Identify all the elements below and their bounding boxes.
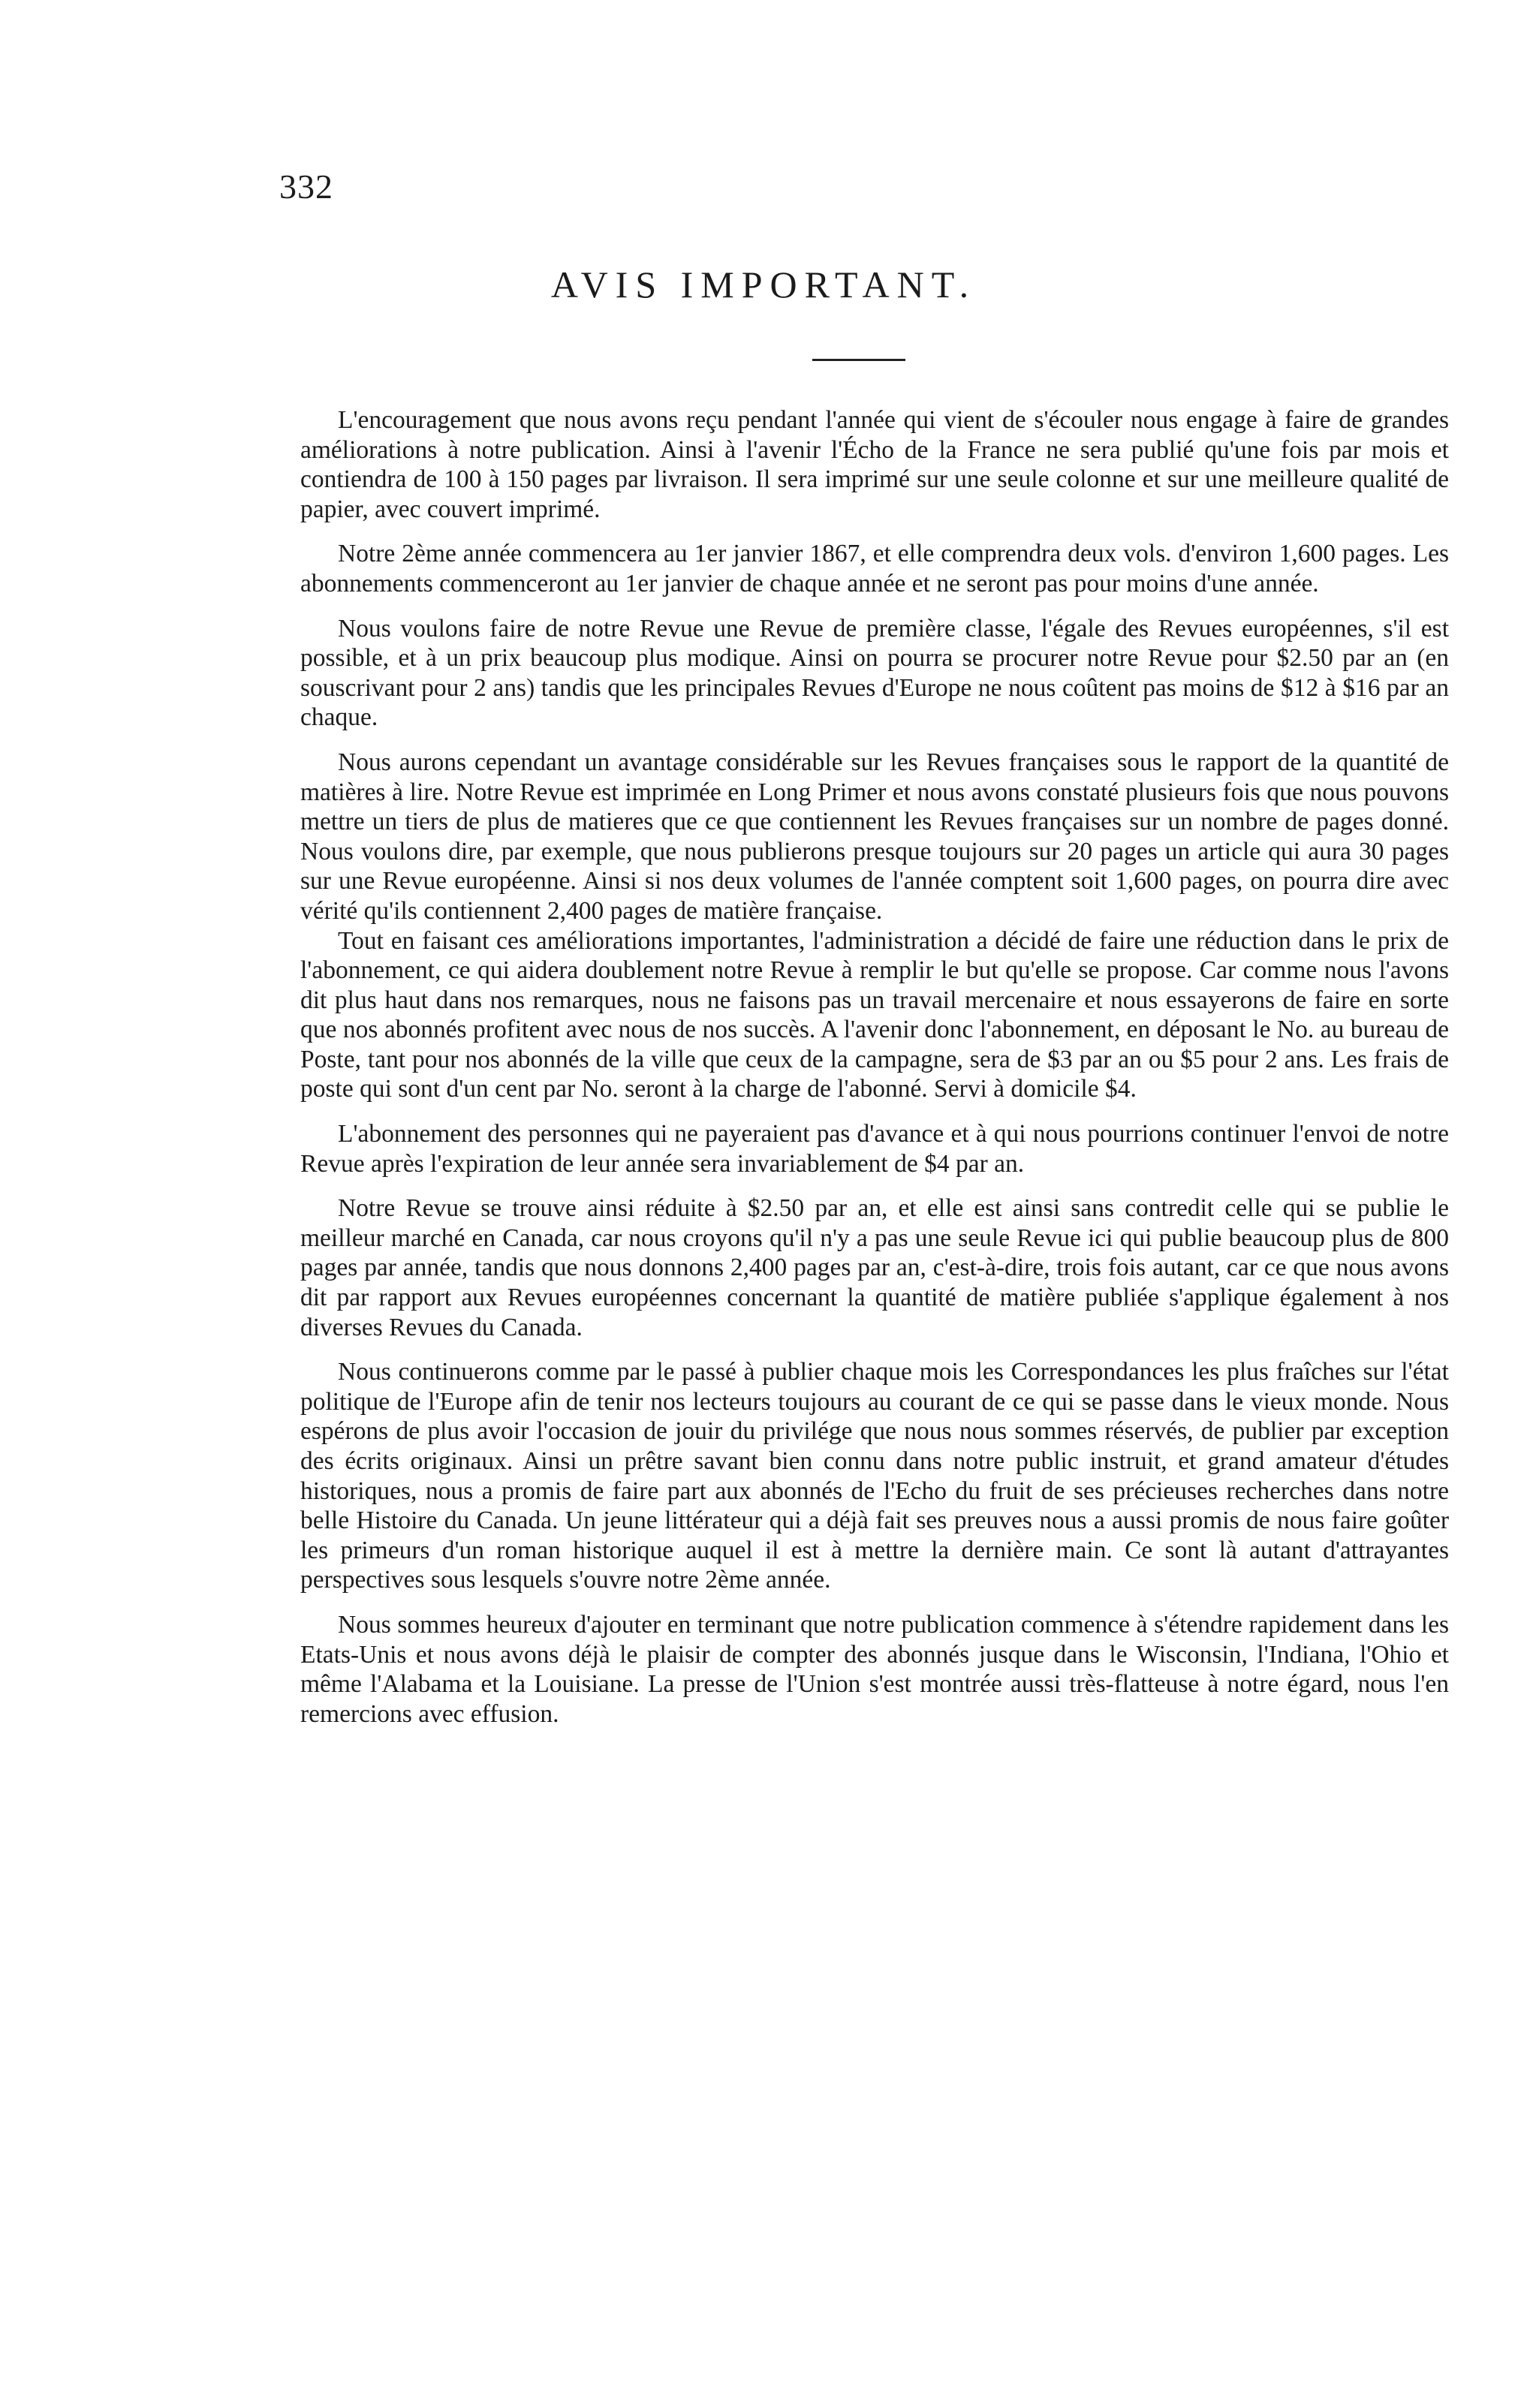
paragraph-correspondences: Nous continuerons comme par le passé à publier chaque mois les Correspondances les plus fraîches sur l'état politique de l'Europe afin de tenir nos lecteurs toujours au courant de ce qui se passe dans le vieux monde. Nous espérons de plus avoir l'occasion de jouir du privilége que nous nous sommes réservés, de publier par exception des écrits originaux. Ainsi un prêtre savant bien connu dans notre public instruit, et grand amateur d'études historiques, nous a promis de faire part aux abonnés de l'Echo du fruit de ses précieuses recherches dans notre belle Histoire du Canada. Un jeune littérateur qui a déjà fait ses preuves nous a aussi promis de nous faire goûter les primeurs d'un roman historique auquel il est à mettre la dernière main. Ce sont là autant d'attrayantes perspectives sous lesquels s'ouvre notre 2ème année. (300, 1358, 1449, 1594)
page-number: 332 (279, 167, 333, 206)
paragraph-cheapest-review: Notre Revue se trouve ainsi réduite à $2.50 par an, et elle est ainsi sans contredit celle qui se publie le meilleur marché en Canada, car nous croyons qu'il n'y a pas une seule Revue ici qui publie beaucoup plus de 800 pages par année, tandis que nous donnons 2,400 pages par an, c'est-à-dire, trois fois autant, car ce que nous avons dit par rapport aux Revues européennes concernant la quantité de matière publiée s'applique également à nos diverses Revues du Canada. (300, 1194, 1449, 1341)
paragraph-quantity-advantage: Nous aurons cependant un avantage considérable sur les Revues françaises sous le rapport de la quantité de matières à lire. Notre Revue est imprimée en Long Primer et nous avons constaté plusieurs fois que nous pouvons mettre un tiers de plus de matieres que ce que contiennent les Revues françaises sur un nombre de pages donné. Nous voulons dire, par exemple, que nous publierons presque toujours sur 20 pages un article qui aura 30 pages sur une Revue européenne. Ainsi si nos deux volumes de l'année comptent soit 1,600 pages, on pourra dire avec vérité qu'ils contiennent 2,400 pages de matière française. (300, 748, 1449, 925)
paragraph-united-states: Nous sommes heureux d'ajouter en terminant que notre publication commence à s'étendre rapidement dans les Etats-Unis et nous avons déjà le plaisir de compter des abonnés jusque dans le Wisconsin, l'Indiana, l'Ohio et même l'Alabama et la Louisiane. La presse de l'Union s'est montrée aussi très-flatteuse à notre égard, nous l'en remercions avec effusion. (300, 1610, 1449, 1728)
title-divider (812, 359, 905, 361)
article-body (300, 405, 1449, 1744)
paragraph-second-year: Notre 2ème année commencera au 1er janvier 1867, et elle comprendra deux vols. d'environ 1,600 pages. Les abonnements commenceront au 1er janvier de chaque année et ne seront pas pour moins d'une année. (300, 540, 1449, 597)
paragraph-price-reduction: Tout en faisant ces améliorations importantes, l'administration a décidé de faire une réduction dans le prix de l'abonnement, ce qui aidera doublement notre Revue à remplir le but qu'elle se propose. Car comme nous l'avons dit plus haut dans nos remarques, nous ne faisons pas un travail mercenaire et nous essayerons de faire en sorte que nos abonnés profitent avec nous de nos succès. A l'avenir donc l'abonnement, en déposant le No. au bureau de Poste, tant pour nos abonnés de la ville que ceux de la campagne, sera de $3 par an ou $5 pour 2 ans. Les frais de poste qui sont d'un cent par No. seront à la charge de l'abonné. Servi à domicile $4. (300, 926, 1449, 1103)
paragraph-first-class-review: Nous voulons faire de notre Revue une Revue de première classe, l'égale des Revues européennes, s'il est possible, et à un prix beaucoup plus modique. Ainsi on pourra se procurer notre Revue pour $2.50 par an (en souscrivant pour 2 ans) tandis que les principales Revues d'Europe ne nous coûtent pas moins de $12 à $16 par an chaque. (300, 614, 1449, 732)
paragraph-late-payment: L'abonnement des personnes qui ne payeraient pas d'avance et à qui nous pourrions continuer l'envoi de notre Revue après l'expiration de leur année sera invariablement de $4 par an. (300, 1120, 1449, 1178)
paragraph-improvements: L'encouragement que nous avons reçu pendant l'année qui vient de s'écouler nous engage à faire de grandes améliorations à notre publication. Ainsi à l'avenir l'Écho de la France ne sera publié qu'une fois par mois et contiendra de 100 à 150 pages par livraison. Il sera imprimé sur une seule colonne et sur une meilleure qualité de papier, avec couvert imprimé. (300, 406, 1449, 523)
page-title: AVIS IMPORTANT. (550, 263, 977, 306)
